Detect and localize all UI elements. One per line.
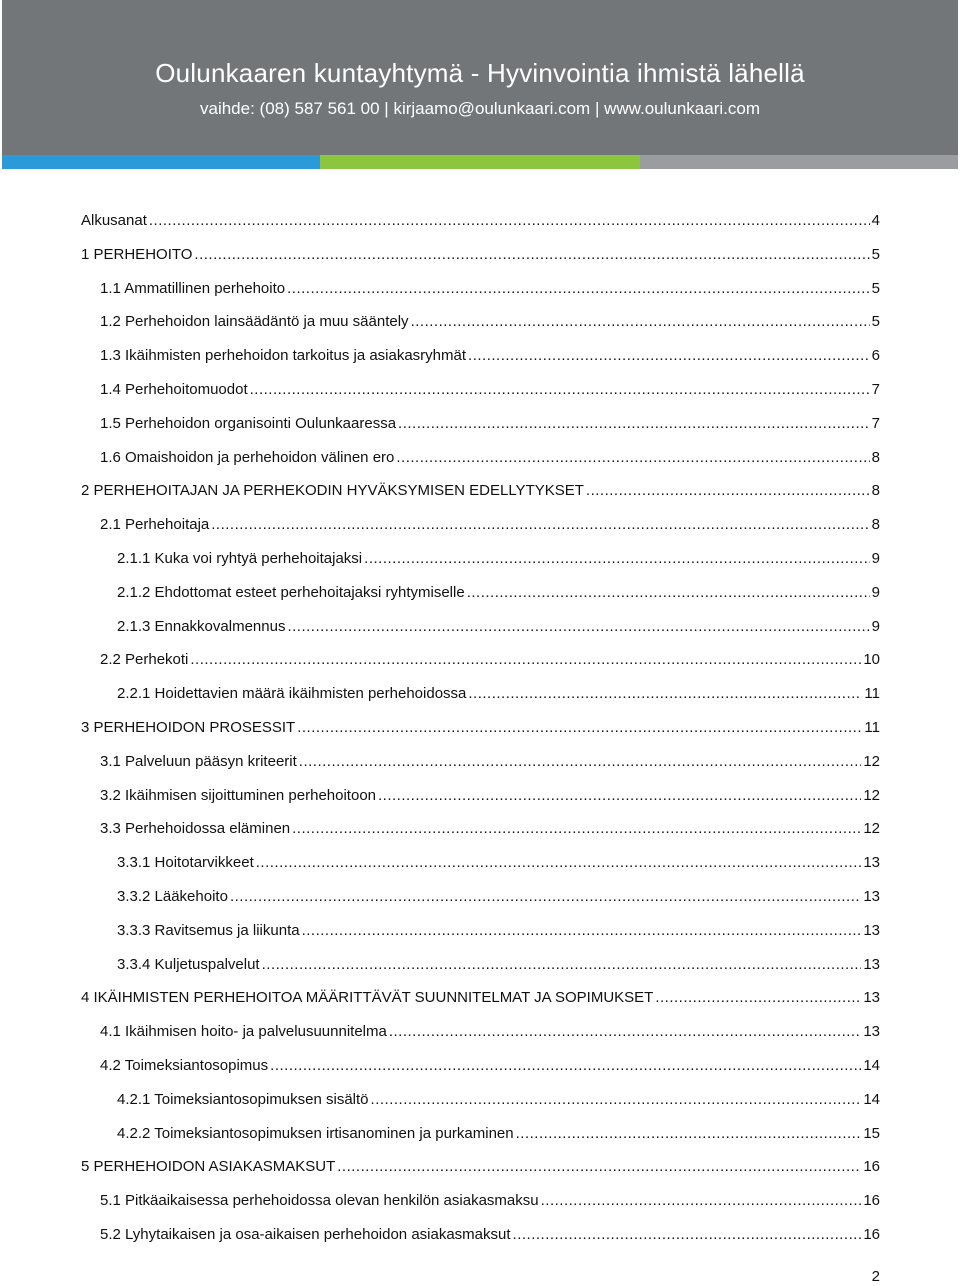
toc-entry-label: 2.1 Perhehoitaja xyxy=(100,516,210,534)
toc-entry-label: Alkusanat xyxy=(81,212,147,229)
toc-entry-page: 11 xyxy=(864,719,880,736)
toc-entry-page: 16 xyxy=(863,1158,880,1176)
header-contact: vaihde: (08) 587 561 00 | kirjaamo@oulunkaari.com | www.oulunkaari.com xyxy=(200,99,760,118)
toc-entry-page: 8 xyxy=(871,516,880,534)
toc-entry-label: 1.5 Perhehoidon organisointi Oulunkaaressa xyxy=(100,414,397,432)
toc-entry-page: 13 xyxy=(863,888,880,905)
toc-entry-label: 4.2.2 Toimeksiantosopimuksen irtisanominen ja purkaminen xyxy=(117,1124,514,1142)
toc-entry[interactable] xyxy=(81,1158,880,1180)
toc-entry-page: 7 xyxy=(871,381,880,398)
toc-entry-label: 1 PERHEHOITO xyxy=(81,245,193,263)
header-bar-green xyxy=(320,155,640,169)
toc-entry[interactable] xyxy=(100,280,880,302)
toc-entry-page: 13 xyxy=(863,989,880,1007)
toc-entry-label: 2.1.3 Ennakkovalmennus xyxy=(117,617,286,635)
toc-entry-label: 4.2 Toimeksiantosopimus xyxy=(100,1057,269,1074)
toc-leader-dots xyxy=(250,381,870,398)
toc-leader-dots xyxy=(230,888,861,905)
toc-entry-page: 14 xyxy=(863,1057,880,1074)
toc-leader-dots xyxy=(287,280,870,297)
toc-entry-label: 2.1.1 Kuka voi ryhtyä perhehoitajaksi xyxy=(117,550,363,567)
toc-entry-page: 16 xyxy=(863,1226,880,1243)
toc-entry-page: 12 xyxy=(863,820,880,838)
toc-entry[interactable] xyxy=(81,989,880,1011)
toc-entry[interactable] xyxy=(117,618,880,640)
toc-entry-page: 13 xyxy=(863,955,880,973)
toc-leader-dots xyxy=(541,1192,862,1209)
toc-entry[interactable] xyxy=(81,482,880,504)
toc-entry-label: 2.2.1 Hoidettavien määrä ikäihmisten perhehoidossa xyxy=(117,685,467,703)
toc-entry[interactable] xyxy=(100,820,880,842)
toc-entry-label: 3.2 Ikäihmisen sijoittuminen perhehoitoon xyxy=(100,786,376,804)
toc-entry-page: 8 xyxy=(871,482,880,500)
toc-leader-dots xyxy=(371,1091,862,1108)
toc-leader-dots xyxy=(398,415,870,432)
toc-entry-page: 8 xyxy=(871,448,880,466)
toc-entry[interactable] xyxy=(117,1091,880,1113)
toc-leader-dots xyxy=(299,753,862,770)
toc-entry[interactable] xyxy=(81,246,880,268)
toc-entry-label: 4.2.1 Toimeksiantosopimuksen sisältö xyxy=(117,1090,369,1108)
toc-entry[interactable] xyxy=(100,1226,880,1248)
toc-leader-dots xyxy=(411,313,870,330)
toc-entry[interactable] xyxy=(81,212,880,234)
toc-entry-page: 12 xyxy=(863,786,880,804)
toc-entry[interactable] xyxy=(117,854,880,876)
toc-leader-dots xyxy=(262,956,862,973)
toc-entry[interactable] xyxy=(81,719,880,741)
toc-entry-label: 1.6 Omaishoidon ja perhehoidon välinen ero xyxy=(100,448,395,466)
toc-entry-label: 1.4 Perhehoitomuodot xyxy=(100,381,248,398)
toc-entry[interactable] xyxy=(100,1192,880,1214)
toc-entry-label: 3 PERHEHOIDON PROSESSIT xyxy=(81,719,296,736)
toc-entry[interactable] xyxy=(100,1057,880,1079)
toc-entry-page: 13 xyxy=(863,1023,880,1041)
toc-entry-page: 4 xyxy=(871,212,880,229)
toc-entry-label: 3.3 Perhehoidossa eläminen xyxy=(100,820,291,838)
toc-entry-label: 1.3 Ikäihmisten perhehoidon tarkoitus ja asiakasryhmät xyxy=(100,347,467,365)
toc-entry-page: 7 xyxy=(871,414,880,432)
page-header xyxy=(2,0,958,155)
toc-entry-page: 13 xyxy=(863,921,880,939)
toc-entry-label: 3.3.1 Hoitotarvikkeet xyxy=(117,854,254,872)
toc-leader-dots xyxy=(256,854,862,871)
toc-leader-dots xyxy=(270,1057,861,1074)
toc-entry-label: 2 PERHEHOITAJAN JA PERHEKODIN HYVÄKSYMISEN EDELLYTYKSET xyxy=(81,482,584,500)
toc-entry-page: 15 xyxy=(863,1124,880,1142)
toc-entry[interactable] xyxy=(100,516,880,538)
toc-entry-page: 9 xyxy=(871,550,880,567)
toc-leader-dots xyxy=(378,787,861,804)
toc-entry[interactable] xyxy=(100,651,880,673)
toc-entry-label: 1.2 Perhehoidon lainsäädäntö ja muu sääntely xyxy=(100,313,409,331)
toc-leader-dots xyxy=(364,550,870,567)
toc-entry-label: 4.1 Ikäihmisen hoito- ja palvelusuunnitelma xyxy=(100,1023,387,1041)
toc-entry-page: 5 xyxy=(871,279,880,297)
toc-entry-page: 12 xyxy=(863,752,880,770)
toc-entry-page: 5 xyxy=(871,245,880,263)
toc-leader-dots xyxy=(468,347,870,364)
toc-leader-dots xyxy=(586,482,870,499)
toc-entry[interactable] xyxy=(100,753,880,775)
toc-entry-page: 5 xyxy=(871,313,880,331)
toc-entry-page: 9 xyxy=(871,583,880,601)
toc-entry[interactable] xyxy=(117,1125,880,1147)
toc-leader-dots xyxy=(190,651,861,668)
toc-entry-label: 3.3.3 Ravitsemus ja liikunta xyxy=(117,921,300,939)
toc-entry-label: 2.1.2 Ehdottomat esteet perhehoitajaksi ryhtymiselle xyxy=(117,583,465,601)
header-title: Oulunkaaren kuntayhtymä - Hyvinvointia ihmistä lähellä xyxy=(155,58,805,88)
toc-entry-label: 2.2 Perhekoti xyxy=(100,651,189,669)
toc-entry[interactable] xyxy=(117,685,880,707)
toc-entry[interactable] xyxy=(117,888,880,910)
toc-entry[interactable] xyxy=(117,584,880,606)
toc-entry[interactable] xyxy=(100,787,880,809)
toc-leader-dots xyxy=(211,516,869,533)
toc-entry-label: 5.1 Pitkäaikaisessa perhehoidossa olevan henkilön asiakasmaksu xyxy=(100,1192,539,1210)
toc-entry-page: 16 xyxy=(863,1192,880,1210)
toc-entry-page: 11 xyxy=(864,685,880,703)
toc-leader-dots xyxy=(396,449,869,466)
toc-leader-dots xyxy=(297,719,862,736)
header-bar-blue xyxy=(2,155,320,169)
toc-entry-label: 3.3.2 Lääkehoito xyxy=(117,888,228,905)
toc-entry[interactable] xyxy=(117,550,880,572)
toc-leader-dots xyxy=(468,685,862,702)
toc-entry[interactable] xyxy=(100,347,880,369)
toc-entry-page: 6 xyxy=(871,347,880,365)
toc-leader-dots xyxy=(516,1125,862,1142)
toc-entry[interactable] xyxy=(100,449,880,471)
toc-entry-label: 5.2 Lyhytaikaisen ja osa-aikaisen perhehoidon asiakasmaksut xyxy=(100,1226,511,1243)
toc-leader-dots xyxy=(287,618,869,635)
toc-entry-page: 14 xyxy=(863,1090,880,1108)
toc-leader-dots xyxy=(467,584,870,601)
toc-leader-dots xyxy=(337,1158,861,1175)
toc-leader-dots xyxy=(302,922,862,939)
toc-entry-label: 4 IKÄIHMISTEN PERHEHOITOA MÄÄRITTÄVÄT SUUNNITELMAT JA SOPIMUKSET xyxy=(81,989,654,1007)
toc-entry[interactable] xyxy=(117,956,880,978)
toc-entry-page: 9 xyxy=(871,617,880,635)
toc-leader-dots xyxy=(292,820,861,837)
toc-entry-page: 13 xyxy=(863,854,880,872)
toc-entry-label: 3.1 Palveluun pääsyn kriteerit xyxy=(100,752,297,770)
toc-entry-page: 10 xyxy=(863,651,880,669)
toc-leader-dots xyxy=(389,1023,861,1040)
toc-leader-dots xyxy=(149,212,870,229)
toc-entry[interactable] xyxy=(100,313,880,335)
toc-entry-label: 1.1 Ammatillinen perhehoito xyxy=(100,279,286,297)
header-bar-gray xyxy=(640,155,958,169)
page-number: 2 xyxy=(871,1268,880,1285)
toc-entry[interactable] xyxy=(117,922,880,944)
toc-leader-dots xyxy=(513,1226,862,1243)
toc-entry[interactable] xyxy=(100,1023,880,1045)
toc-entry[interactable] xyxy=(100,381,880,403)
toc-entry[interactable] xyxy=(100,415,880,437)
toc-leader-dots xyxy=(194,246,869,263)
toc-entry-label: 5 PERHEHOIDON ASIAKASMAKSUT xyxy=(81,1158,336,1176)
toc-entry-label: 3.3.4 Kuljetuspalvelut xyxy=(117,955,260,973)
toc-leader-dots xyxy=(655,989,861,1006)
